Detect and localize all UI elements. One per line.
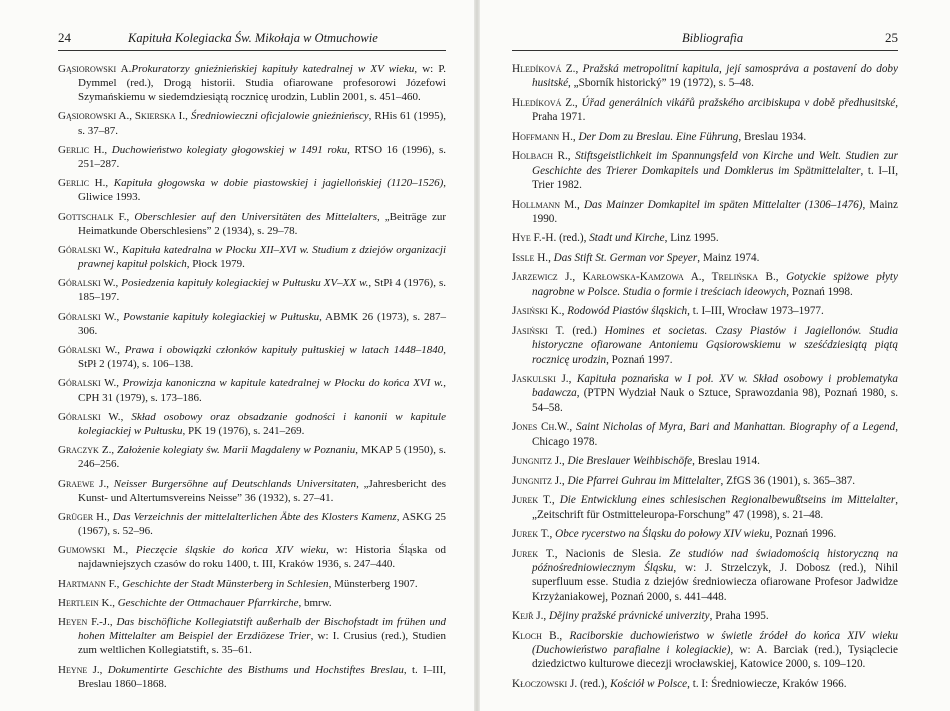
entry-connector: , [567,150,576,163]
entry-details: , w: P. Dymmel (red.), Drogą historii. Studia ofiarowane profesorowi Józefowi Szymańskiemu w siedemdziesiątą rocznicę urodzin, Lublin 2001, s. 451–460. [78,63,446,104]
entry-connector: , [185,110,191,123]
entry-connector: , [116,310,124,323]
entry-connector: , [115,243,123,256]
bibliography-entry [512,629,898,672]
entry-details: , „Zeitschrift für Ostmitteleuropa-Forschung” 47 (1998), s. 21–48. [532,494,899,521]
entry-details: , MKAP 5 (1950), s. 246–256. [78,444,447,471]
entry-title: Neisser Burgersöhne auf Deutschlands Universitaten [113,477,357,490]
bibliography-entry [58,477,446,505]
bibliography-entry [512,324,898,367]
entry-author: Hollmann M. [512,198,577,211]
bibliography-entry [512,251,898,265]
entry-author: Góralski W. [58,277,116,290]
left-page [0,0,474,711]
entry-title: Skład osobowy oraz obsadzanie godności i kanonii w kapitule kolegiackiej w Pułtusku [78,410,446,437]
entry-connector: , [120,410,132,423]
entry-author: Gerlic H. [58,177,106,190]
entry-title: Dokumentirte Geschichte des Bisthums und Hochstiftes Breslau [107,663,404,676]
entry-author: Góralski W. [58,377,117,390]
entry-title: Stiftsgeistlichkeit im Spannungsfeld von Kirche und Welt. Studien zur Geschichte des Trierer Domkapitels und Domklerus im Spätmittelalter [532,150,898,177]
entry-title: Die Breslauer Weihbischöfe [567,455,693,468]
entry-author: Hertlein K. [58,597,113,609]
entry-connector: , [561,305,568,318]
entry-title: Die Pfarrei Guhrau im Mittelalter [567,474,721,487]
entry-author: Kloch B. [512,629,560,642]
entry-details: , RHis 61 (1995), s. 37–87. [78,110,446,137]
bibliography-entry [58,176,446,204]
entry-connector: , [125,544,136,557]
running-head: Bibliografia [682,31,744,45]
entry-details: , w: A. Barciak (red.), Tysiąclecie dziedzictwo kulturowe diecezji wrocławskiej, Katowice 2000, s. 109–120. [532,644,898,671]
entry-details: , Poznań 1998. [786,285,853,298]
entry-author: Gerlic H. [58,143,105,156]
entry-title: Kapituła poznańska w I poł. XV w. Skład osobowy i problematyka badawcza [532,373,898,400]
entry-title: Założenie kolegiaty św. Marii Magdaleny w Poznaniu [117,444,356,457]
entry-author: Jaskulski J. [512,373,569,386]
entry-title: Die Entwicklung eines schlesischen Regionalbewußtseins im Mittelalter [559,494,896,507]
bibliography-entry [58,376,446,404]
bibliography-entry [512,454,898,468]
bibliography-entry [58,343,446,371]
entry-author: Gumowski M. [58,544,126,557]
entry-details: , StPł 4 (1976), s. 185–197. [78,277,446,304]
entry-title: Obce rycerstwo na Śląsku do połowy XIV wieku [555,528,770,541]
bibliography-entry [58,663,446,691]
entry-title: Posiedzenia kapituły kolegiackiej w Pułtusku XV–XX w. [121,277,369,290]
entry-title: Dějiny pražské právnické univerzity [548,610,710,623]
entry-connector: , [574,96,582,109]
entry-details: , CPH 31 (1979), s. 173–186. [78,377,446,404]
entry-connector: , [775,271,787,284]
entry-author: Grüger H. [58,510,107,523]
entry-title: Prowizja kanoniczna w kapitule katedralnej w Płocku do końca XVI w. [122,377,444,390]
entry-title: Oberschlesier auf den Universitäten des Mittelalters [134,210,378,223]
right-page-header [512,28,898,48]
entry-title: Geschichte der Ottmachauer Pfarrkirche [117,597,299,609]
entry-author: Hledíková Z. [512,96,575,109]
bibliography-entry [512,130,898,144]
entry-title: Das Verzeichnis der mittelalterlichen Äbte des Klosters Kamenz [112,510,397,523]
entry-author: Graewe J. [58,477,107,490]
entry-author: Graczyk Z. [58,444,112,457]
entry-connector: , [116,377,123,390]
entry-title: Kapituła głogowska w dobie piastowskiej i jagiellońskiej (1120–1526) [113,177,444,190]
bibliography-entry [58,410,446,438]
bibliography-entry [512,527,898,541]
entry-details: , RTSO 16 (1996), s. 251–287. [78,143,447,170]
entry-details: , t. I: Średniowiecze, Kraków 1966. [687,677,847,690]
entry-connector: , [576,198,584,211]
entry-title: Duchowieństwo kolegiaty głogowskiej w 1491 roku [111,143,348,156]
entry-details: , Linz 1995. [664,232,719,245]
entry-title: Prawa i obowiązki członków kapituły pułtuskiej w latach 1448–1840 [124,344,444,357]
bibliography-entry [512,474,898,488]
entry-author: Jones Ch.W. [512,421,570,434]
bibliography-entry [512,304,898,318]
entry-author: Jarzewicz J., Karłowska-Kamzowa A., Trelińska B. [512,271,776,284]
entry-title: Das Mainzer Domkapitel im späten Mittelalter (1306–1476) [583,198,863,211]
entry-author: Heyen F.-J. [58,616,110,629]
entry-title: Prokuratorzy gnieźnieńskiej kapituły katedralnej w XV wieku [131,63,415,75]
entry-details: , „Sborník historický” 19 (1972), s. 5–48. [568,77,754,90]
entry-title: Raciborskie duchowieństwo w świetle źródeł do końca XIV wieku (Duchowieństwo parafialne i kolegiackie) [532,629,898,657]
entry-details: , w: Historia Śląska od najdawniejszych czasów do roku 1400, t. III, Kraków 1936, s. 247–440. [78,544,446,571]
entry-connector: , [117,344,125,357]
entry-author: Jurek T. [512,547,555,560]
entry-details: , Chicago 1978. [532,421,899,448]
entry-title: Das Stift St. German vor Speyer [553,251,698,264]
entry-details: , StPł 2 (1974), s. 106–138. [78,344,447,371]
entry-author: Jurek T. [512,494,552,507]
entry-author: Góralski W. [58,243,116,256]
entry-details: , t. I–II, Trier 1982. [532,164,898,191]
entry-details: , Praha 1995. [709,610,769,623]
entry-author: Góralski W. [58,310,117,323]
bibliography-entry [512,547,898,604]
entry-connector: , [106,477,114,490]
entry-connector: (red.) [564,324,605,337]
entry-details: , Poznań 1996. [769,528,837,541]
entry-connector: , [561,474,568,487]
entry-title: Średniowieczni oficjalowie gnieźnieńscy [190,110,369,123]
bibliography-entry [58,510,446,538]
entry-details: , Münsterberg 1907. [328,577,418,590]
bibliography-entry [512,270,898,299]
entry-connector: , [104,143,112,156]
entry-title: Stadt und Kirche [589,232,665,245]
entry-title: Gotyckie spiżowe płyty nagrobne w Polsce. Studia o formie i treściach ideowych [532,271,898,298]
entry-connector: , [109,616,117,629]
bibliography-entry [512,62,898,91]
bibliography-entry [58,310,446,338]
entry-author: Hartmann F. [58,577,117,590]
right-page [480,0,950,711]
entry-connector: , [111,444,118,457]
entry-connector: , [575,63,583,75]
entry-author: Hoffmann H. [512,130,573,143]
entry-details: , ZfGS 36 (1901), s. 365–387. [720,474,856,487]
header-rule [512,50,898,51]
entry-connector: , [569,421,576,434]
entry-connector: , [105,177,114,190]
entry-author: Gąsiorowski A. [58,63,132,75]
entry-title: Saint Nicholas of Myra, Bari and Manhattan. Biography of a Legend [575,421,896,434]
entry-connector: , [572,130,579,143]
entry-details: , (PTPN Wydział Nauk o Sztuce, Sprawozdania 98), Poznań 1980, s. 54–58. [532,387,898,414]
entry-connector: (red.), [577,677,611,690]
entry-connector: , Nacionis de Slesia. [554,547,670,560]
entry-title: Der Dom zu Breslau. Eine Führung [578,130,739,143]
bibliography-entry [58,276,446,304]
bibliography-entry [58,577,446,591]
entry-author: Jasiński T. [512,324,565,337]
bibliography-entry [58,109,446,137]
entry-details: , ABMK 26 (1973), s. 287–306. [78,310,447,337]
bibliography-entry [512,198,898,227]
entry-connector: , [112,597,118,609]
bibliography-entry [512,493,898,522]
entry-author: Hye F.-H. [512,232,557,245]
entry-details: , w: I. Crusius (red.), Studien zum weltlichen Kollegiatstift, s. 35–61. [78,630,446,657]
entry-details: , Gliwice 1993. [78,177,447,204]
bibliography-entry [58,596,446,610]
entry-connector: , [543,610,549,623]
entry-author: Kejř J. [512,610,544,623]
entry-details: , t. I–III, Breslau 1860–1868. [78,663,447,690]
entry-details: , ASKG 25 (1967), s. 52–96. [78,510,447,538]
entry-details: , „Jahresbericht des Kunst- und Altertumsvereins Neisse” 36 (1932), s. 27–41. [78,477,447,504]
bibliography-entry [512,96,898,125]
entry-details: , Praha 1971. [532,96,898,124]
entry-details: , Mainz 1990. [532,198,898,225]
bibliography-entry [58,443,446,471]
entry-connector: , [551,494,560,507]
entry-connector: , [106,510,113,523]
bibliography-entry [58,143,446,171]
entry-connector: , [126,210,135,223]
entry-details: , Płock 1979. [186,258,245,271]
page-number: 24 [58,30,71,45]
entry-author: Heyne J. [58,663,100,676]
bibliography-entry [512,609,898,623]
bibliography-entry [512,677,898,691]
entry-author: Gottschalk F. [58,210,127,223]
page-number: 25 [885,30,898,45]
bibliography-list [58,62,446,696]
entry-author: Gąsiorowski A., Skierska I. [58,110,186,123]
entry-connector: , [561,455,568,468]
entry-title: Pražská metropolitní kapitula, její samospráva a postavení do doby husitské [532,63,898,90]
entry-author: Góralski W. [58,410,121,423]
left-page-header [58,28,446,48]
entry-details: , Poznań 1997. [606,353,673,366]
entry-title: Ze studiów nad świadomością historyczną na późnośredniowiecznym Śląsku [532,547,898,574]
entry-author: Holbach R. [512,150,568,163]
entry-title: Homines et societas. Czasy Piastów i Jagiellonów. Studia historyczne ofiarowane Antoniemu Gąsiorowskiemu w sześćdziesiątą piątą rocznicę urodzin [532,324,898,366]
entry-details: , Mainz 1974. [697,251,760,264]
entry-details: , Breslau 1934. [738,130,807,143]
entry-author: Jurek T. [512,528,550,541]
entry-connector: , [559,629,570,642]
entry-connector: , [116,577,123,590]
entry-connector: , [548,251,554,264]
bibliography-list [512,62,898,696]
entry-details: , t. I–III, Wrocław 1973–1977. [687,305,824,318]
entry-title: Rodowód Piastów śląskich [567,305,688,318]
entry-title: Úřad generálních vikářů pražského arcibiskupa v době předhusitské [581,96,896,109]
entry-connector: , [115,277,122,290]
entry-author: Jungnitz J. [512,474,562,487]
entry-details: , bmrw. [298,597,332,609]
entry-details: , PK 19 (1976), s. 241–269. [182,424,305,437]
entry-connector: , [549,528,556,541]
entry-author: Hledíková Z. [512,63,576,75]
bibliography-entry [58,243,446,271]
bibliography-entry [512,231,898,245]
bibliography-entry [512,149,898,192]
bibliography-entry [58,62,446,104]
entry-author: Kłoczowski J. [512,677,578,690]
entry-connector: , [99,663,108,676]
entry-title: Kościół w Polsce [610,677,688,690]
entry-title: Kapituła katedralna w Płocku XII–XVI w. Studium z dziejów organizacji prawnej kapituł polskich [78,243,446,271]
entry-details: , Breslau 1914. [692,455,760,468]
entry-author: Issle H. [512,251,549,264]
entry-title: Das bischöfliche Kollegiatstift außerhalb der Bischofstadt im frühen und hohen Mittelalter am Beispiel der Erzdiözese Trier [78,616,447,643]
entry-connector: (red.), [556,232,590,245]
running-head: Kapituła Kolegiacka Św. Mikołaja w Otmuchowie [128,31,378,45]
entry-author: Góralski W. [58,344,118,357]
entry-author: Jasiński K. [512,305,562,318]
entry-title: Pieczęcie śląskie do końca XIV wieku [135,544,327,557]
entry-author: Jungnitz J. [512,455,562,468]
entry-connector: , [568,373,577,386]
entry-title: Geschichte der Stadt Münsterberg in Schlesien [122,577,329,590]
header-rule [58,50,446,51]
bibliography-entry [58,615,446,657]
entry-details: , „Beiträge zur Heimatkunde Oberschlesiens” 2 (1934), s. 29–78. [78,210,447,237]
bibliography-entry [58,543,446,571]
entry-details: , w: J. Strzelczyk, J. Dobosz (red.), Nihil superfluum esse. Studia z dziejów średniowiecza ofiarowane Profesor Jadwidze Krzyżaniakowej, Poznań 2000, s. 441–448. [532,561,898,603]
bibliography-entry [58,210,446,238]
bibliography-entry [512,372,898,415]
bibliography-entry [512,420,898,449]
entry-title: Powstanie kapituły kolegiackiej w Pułtusku [123,310,320,323]
